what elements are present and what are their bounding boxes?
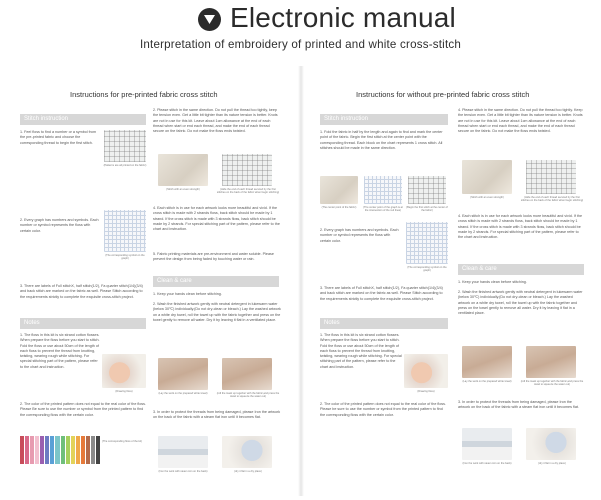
roll-towel-image <box>222 358 272 390</box>
right-step2-text: 2. Every graph has numbers and symbols. Each number or symbol represents the floss with certain color. <box>320 228 399 243</box>
right-colb2-text: 4. Each stitch is in use for each artwork looks more beautiful and vivid. If the cross stitch is made with 2 strands floss, back stitch should be made by 1 strand. If the cross stitch is made with 3 strands floss, back stitch should be made by 2 strands. For special stitching part of the pattern, please refer to the chart and instruction. <box>458 214 583 240</box>
right-care2-caption-b: (roll the towel up together with the fabric,and press the towel to squeeze the water out) <box>520 380 584 387</box>
right-note2-text: 2. The color of the printed pattern does not equal to the real color of the floss. Please be sure to use the number or symbol from the printed pattern to find the corresponding floss with the certain color. <box>320 402 446 417</box>
right-roll-towel-image <box>526 346 576 378</box>
right-step1-caption-a: (The center point of the fabric) <box>321 206 357 209</box>
left-care3-caption-b: (dry it flat in a dry place) <box>234 470 262 473</box>
right-step2-caption: (The corresponding symbol on the graph) <box>407 266 447 273</box>
right-step3-text: 3. There are labels of Full stitchX, half stitch(1/2), Fa quarter stitch(1/4)(3/4) and back stitch are marked on the fabric as well. Please Stitch according to the requirements strictly to complete the exquisite cross-stitch project. <box>320 286 443 301</box>
left-step1-text: 1. Feel floss to find a number or a symbol from the pre-printed fabric and choose the corresponding thread to begin the first stitch. <box>20 130 97 145</box>
left-manual-page <box>8 68 288 494</box>
right-step1-caption-c: (Begin the first stitch at the center of the fabric) <box>406 206 448 213</box>
floss-swatch <box>96 436 100 464</box>
floss-swatch <box>35 436 39 464</box>
left-step1-caption: (Patterns are all printed on the fabric) <box>103 164 147 167</box>
right-note1-text: 1. The floss in this kit is six strand cotton flosses. When prepare the floss before you start to stitch. Fold the floss or use about 50cm of the length of each floss to prevent the thread from knotting, twisting, wearing rough while stitching. For special stitching part of the pattern, please refer to the chart and instruction. <box>320 333 402 369</box>
left-note2-caption: (The corresponding floss of the kit) <box>102 440 142 443</box>
left-care2-text: 2. Wash the finished artwork gently with neutral detergent in lukewarm water (below 30℃) individually.(Do not dry-clean or bleach.) Lay the washed artwork on a white dry towel, roll the towel up with the fabric together and press on the towel gently to remove all water. Dry it by leaving it flat in a ventilated place. <box>153 302 281 322</box>
left-doc-title: Instructions for pre-printed fabric cross stitch <box>70 90 218 99</box>
left-clean-care-header: Clean & care <box>153 276 279 287</box>
floss-swatch <box>81 436 85 464</box>
floss-swatch <box>45 436 49 464</box>
left-care3-text: 3. In order to protect the threads from being damaged, please Iron the artwork on the back of the fabric with a steam flat iron until it becomes flat. <box>153 410 281 420</box>
right-care3-caption-a: (Iron the work with steam iron on the back) <box>462 462 512 465</box>
left-colb2-text: 4. Each stitch is in use for each artwork looks more beautiful and vivid. If the cross stitch is made with 2 strands floss, back stitch should be made by 1 strand. If the cross stitch is made with 3 strands floss, back stitch should be made by 2 strands. For special stitching part of the pattern, please refer to the chart and instruction. <box>153 206 280 232</box>
left-step2-text: 2. Every graph has numbers and symbols. Each number or symbol represents the floss with certain color. <box>20 218 99 233</box>
right-notes-header: Notes <box>320 318 448 329</box>
right-stitch-instruction-header: Stitch instruction <box>320 114 448 125</box>
left-colb1-text: 2. Please stitch in the same direction. Do not pull the thread too tightly, keep the tension even. Get a little bit tighter than its nature tension is better. Knots are not in use for this kit. Leave about 1cm allowance at the end of each thread when start or end each thread, and make the end of each thread secure on the fabric. Do not make the floss ends twisted. <box>153 108 278 134</box>
right-manual-page <box>312 68 592 494</box>
right-care3-text: 3. In order to protect the threads from being damaged, please Iron the artwork on the back of the fabric with a steam flat iron until it becomes flat. <box>458 400 579 410</box>
right-colb1-caption-b: (Hide the end of each thread secured by the first stitches on the back of the fabric when begin stitching) <box>520 196 584 203</box>
even-strength-image <box>158 154 208 186</box>
right-even-strength-image <box>462 160 512 194</box>
page-subtitle: Interpretation of embroidery of printed and white cross-stitch <box>139 38 462 51</box>
right-colb1-caption-a: (Stitch with an even strength) <box>470 196 504 199</box>
drawing-floss-image <box>102 354 146 388</box>
left-care1-text: 1. Keep your hands clean before stitching. <box>153 292 222 296</box>
floss-swatch <box>40 436 44 464</box>
right-thread-end-image <box>526 160 576 194</box>
right-note1-caption: (Drawing floss) <box>417 390 435 393</box>
graph-center-image <box>364 176 402 204</box>
left-colb3-text: 5. Fabric printing materials are pre-environment and water soluble. Please prevent the design from being faded by touching water or rain. <box>153 252 274 262</box>
right-care2-caption-a: (Lay the work on the prepared white towel) <box>462 380 512 383</box>
right-symbol-chart-image <box>406 222 448 264</box>
floss-swatch <box>30 436 34 464</box>
left-care2-caption-b: (roll the towel up together with the fabric,and press the towel to squeeze the water out) <box>216 392 280 399</box>
floss-swatch <box>91 436 95 464</box>
floss-swatch <box>71 436 75 464</box>
right-dry-flat-image <box>526 428 576 460</box>
right-step1-caption-b: (The center point of the graph is at the intersection of the red lines) <box>363 206 403 213</box>
left-care3-caption-a: (Iron the work with steam iron on the back) <box>158 470 208 473</box>
right-colb1-text: 4. Please stitch in the same direction. Do not pull the thread too tightly. Keep the tension even. Get a little bit tighter than its nature tension is better. Knots are not in use for this kit. Leave about 1cm allowance at the end of each thread when start or end each thread, and make the end of each thread secure on the fabric. Do not make the floss ends twisted. <box>458 108 583 134</box>
page-title: Electronic manual <box>230 2 456 33</box>
floss-swatch <box>76 436 80 464</box>
floss-swatch <box>25 436 29 464</box>
right-care3-caption-b: (dry it flat in a dry place) <box>538 462 566 465</box>
page-fold <box>298 66 304 496</box>
title-row <box>0 2 601 36</box>
lay-on-towel-image <box>158 358 208 390</box>
dropdown-arrow-icon <box>198 8 221 31</box>
right-drawing-floss-image <box>404 354 448 388</box>
right-steam-iron-image <box>462 428 512 460</box>
left-step2-caption: (The corresponding symbol on the graph) <box>105 254 145 261</box>
floss-swatch <box>66 436 70 464</box>
left-note1-caption: (Drawing floss) <box>115 390 133 393</box>
first-stitch-image <box>408 176 446 204</box>
floss-swatch <box>20 436 24 464</box>
left-colb1-caption-a: (Stitch with an even strength) <box>166 188 200 191</box>
fabric-center-image <box>320 176 358 204</box>
right-care1-text: 1. Keep your hands clean before stitching. <box>458 280 527 284</box>
floss-color-swatches <box>20 436 100 464</box>
floss-swatch <box>61 436 65 464</box>
dry-flat-image <box>222 436 272 468</box>
left-notes-header: Notes <box>20 318 146 329</box>
left-colb1-caption-b: (Hide the end of each thread secured by the first stitches on the back of the fabric when begin stitching) <box>216 188 280 195</box>
right-clean-care-header: Clean & care <box>458 264 584 275</box>
steam-iron-image <box>158 436 208 468</box>
left-note2-text: 2. The color of the printed pattern does not equal to the real color of the floss. Please Be sure to use the number or symbol from the printed pattern to find the corresponding floss with the certain color. <box>20 402 146 417</box>
floss-swatch <box>55 436 59 464</box>
right-doc-title: Instructions for without pre-printed fabric cross stitch <box>356 90 530 99</box>
right-lay-on-towel-image <box>462 346 512 378</box>
symbol-chart-image <box>104 210 146 252</box>
right-care2-text: 2. Wash the finished artwork gently with neutral detergent in lukewarm water (below 30℃) individually.(Do not dry-clean or bleach.) Lay the washed artwork on a white dry towel, roll the towel up with the fabric together and press on the towel gently to remove all water. Dry it by leaving it flat in a ventilated place. <box>458 290 583 316</box>
left-step3-text: 3. There are labels of Full stitchX, half stitch(1/2), Fa quarter stitch(1/4)(3/4) and back stitch are marked on the fabric as well. Please Stitch according to the requirements strictly to complete the exquisite cross-stitch project. <box>20 284 143 299</box>
thread-end-image <box>222 154 272 186</box>
right-step1-text: 1. Fold the fabric in half by the length and again to find and mark the center point of the fabric. Begin the first stitch at the center point with the corresponding thread. Each block on the chart represents 1 cross stitch. All stitches should be made in the same direction. <box>320 130 443 150</box>
left-note1-text: 1. The floss in this kit is six strand cotton flosses. When prepare the floss before you start to stitch. Fold the floss or use about 50cm of the length of each floss to prevent the thread from knotting, twisting, wearing rough while stitching. For special stitching part of the pattern, please refer to the chart and instruction. <box>20 333 100 369</box>
floss-swatch <box>86 436 90 464</box>
left-care2-caption-a: (Lay the work on the prepared white towel) <box>158 392 208 395</box>
floss-swatch <box>50 436 54 464</box>
printed-fabric-image <box>104 130 146 162</box>
page-header <box>0 0 601 62</box>
left-stitch-instruction-header: Stitch instruction <box>20 114 146 125</box>
